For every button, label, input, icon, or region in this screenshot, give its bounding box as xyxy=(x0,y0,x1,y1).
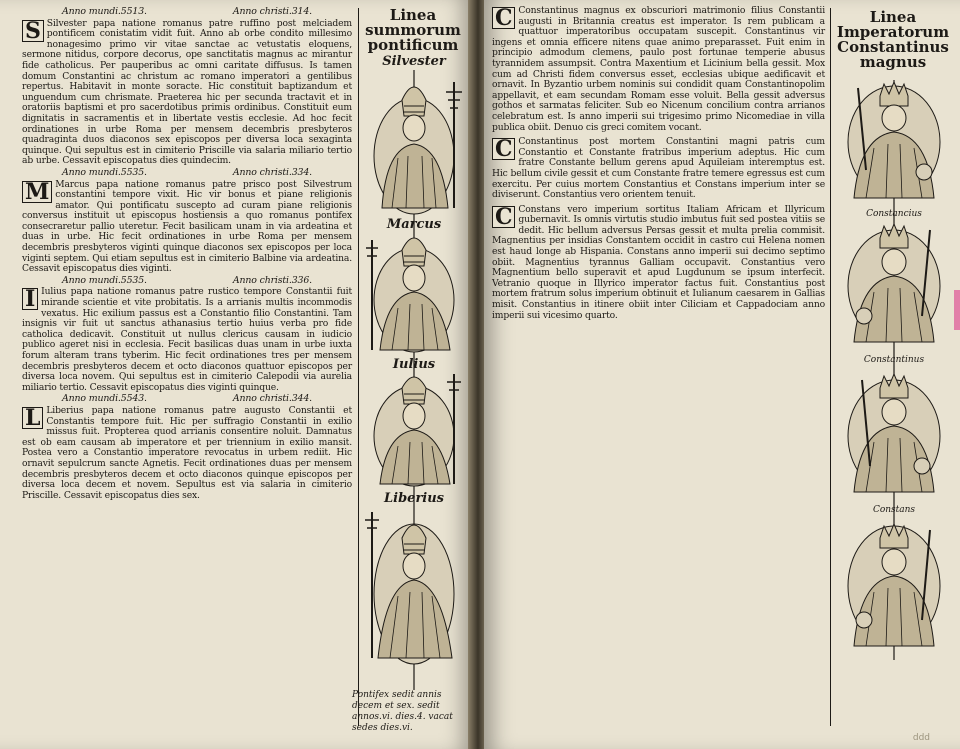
left-text-column xyxy=(22,6,352,501)
right-page xyxy=(484,0,960,749)
dropcap: C xyxy=(492,7,515,29)
emperor-portrait-constantius xyxy=(848,524,940,646)
entry-header: Anno mundi.5535. Anno christi.336. xyxy=(62,274,312,286)
emperor-portrait-constans xyxy=(848,374,940,492)
popes-line-title: Linea summorum pontificum xyxy=(365,6,461,54)
emperor-portrait-constantinus-magnus xyxy=(848,82,940,198)
column-rule xyxy=(358,8,359,726)
dropcap: C xyxy=(492,206,515,228)
pope-lineage-woodcuts xyxy=(362,70,466,690)
dropcap: M xyxy=(22,181,52,203)
emperor-portrait-constantinus xyxy=(848,224,940,342)
entry-liberius: L Liberius papa natione romanus patre augusto Constantii et Constantis tempore fuit. Hic per suffragio Constantii in exilio missus fuit. Propterea quod arrianis consentire noluit. Damnatus est ob eam causam ab imperatore et per triennium in exilio mansit. Postea vero a Constantio imperatore revocatus in urbem rediit. Hic ornavit sepulcrum sancte Agnetis. Fecit ordinationes duas per mensem decembris presbyteros decem et octo diaconos quinque episcopos per diversa loca decem et novem. Sepultus est via salaria in cimiterio Priscille. Cessavit episcopatus dies sex. xyxy=(22,404,352,501)
entry-constantinus-magnus: C Constantinus magnus ex obscuriori matrimonio filius Constantii augusti in Britannia creatus est imperator. Is rem publicam a quattuor imperatoribus occupatam suscepit. Constantinus vir ingens et omnia efficere nitens quae animo preparasset. Fuit enim in principio admodum clemens, paulo post fortunae temperie abusus tyrannidem assumpsit. Contra Maxentium et Licinium bella gessit. Mox cum ad Christi fidem conversus esset, ecclesias ubique aedificavit et ornavit. In Byzantio urbem nominis sui condidit quam Constantinopolim appellavit, et eam secundam Romam esse voluit. Bella gessit adversus gothos et sarmatas feliciter. Sub eo Nicenum concilium contra arrianos celebratum est. Is anno imperii sui trigesimo primo Nicomediae in villa publica obiit. Denuo cis greci comitem vocant. xyxy=(492,5,825,133)
dropcap: L xyxy=(22,407,43,429)
dropcap: C xyxy=(492,138,515,160)
emperors-line-title: Linea Imperatorum Constantinus magnus xyxy=(836,8,950,71)
pope-portrait-liberius xyxy=(365,512,454,664)
dropcap: I xyxy=(22,288,38,310)
entry-header: Anno mundi.5535. Anno christi.334. xyxy=(62,166,312,178)
emperor-caption: Constancius xyxy=(866,209,922,219)
entry-marcus: M Marcus papa natione romanus patre prisco post Silvestrum constantini tempore vixit. Hic vir bonus et piane religionis amator. Qui pontificatu suscepto ad curam piane religionis conversus instituit ut episcopus hostiensis a quo romanus pontifex consecraretur pallio uteretur. Fecit basilicam unam in via ardeatina et duas in urbe. Hic fecit ordinationes in urbe Roma per mensem decembris presbyteros viginti quinque diaconos sex episcopos per loca viginti septem. Qui etiam sepultus est in cimiterio Balbine via ardeatina. Cessavit episcopatus dies viginti. xyxy=(22,178,352,275)
emperor-caption: Constantinus xyxy=(863,355,925,365)
entry-iulius: I Iulius papa natione romanus patre rustico tempore Constantii fuit mirande scientie et vite probitatis. Is a arrianis multis incommodis vexatus. Hic exilium passus est a Constantio filio Constantini. Tam insignis vir fuit ut sanctus athanasius tertio huius verba pro fide catholica dedicavit. Constituit ut nullus clericus causam in iudicio publico ageret nisi in ecclesia. Fecit basilicas duas unam in urbe iuxta forum alteram trans tyberim. Hic fecit ordinationes tres per mensem decembris presbyteros decem et octo diaconos quattuor episcopos per diversa loca novem. Qui sepultus est in cimiterio Calepodii via aurelia miliario tertio. Cessavit episcopatus dies viginti quinque. xyxy=(22,286,352,393)
pink-bookmark-tab xyxy=(954,290,960,330)
pope-caption: Silvester xyxy=(382,54,446,69)
right-text-column xyxy=(492,6,825,321)
entry-header: Anno mundi.5543. Anno christi.344. xyxy=(62,393,312,405)
pencil-mark: ddd xyxy=(912,733,930,743)
pope-caption: Marcus xyxy=(386,217,442,232)
left-page xyxy=(0,0,472,749)
pope-caption: Iulius xyxy=(392,357,436,372)
pope-portrait-iulius xyxy=(374,374,461,486)
emperor-caption: Constans xyxy=(872,505,916,515)
entry-silvester: S Silvester papa natione romanus patre ruffino post melciadem pontificem conistatim vidit fuit. Anno ab orbe condito millesimo nonagesimo primo vir vitae sanctae ac vetustatis eloquens, sermone nitidus, corpore decorus, ope sanctitatis magnus ac mirantur fide catholicus. Per pauperibus ac omni caritate diffusus. Is tamen domum Constantini ac christum ac romano imperatori a gentilibus repertus. Habitavit in monte soracte. Hic constituit baptizandum et unguendum cum chrismate. Praeterea hic per secunda tractavit et in oratoriis baptismi et pro sacerdotibus primis ordinibus. Constituit eum dignitatis in sacramentis et in libertate vestis ecclesie. Ad hoc fecit ordinationes in urbe Roma per mensem decembris presbyteros quadraginta duos diaconos sex episcopos per diversa loca sexaginta quinque. Qui sepultus est in cimiterio Priscille via salaria miliario tertio ab urbe. Cessavit episcopatus dies quindecim. xyxy=(22,17,352,167)
dropcap: S xyxy=(22,20,44,42)
entry-constans: C Constans vero imperium sortitus Italiam Africam et Illyricum gubernavit. Is omnis virtutis studio imbutus fuit sed postea vitiis se dedit. Hic bellum adversus Persas gessit et multa prelia commisit. Magnentius per insidias Constantem occidit in castro cui Helena nomen est haud longe ab Hispania. Constans anno imperii sui decimo septimo obiit. Magnentius tyrannus Galliam occupavit. Constantius vero Magnentium bello superavit et apud Lugdunum se ipsum interfecit. Vetranio quoque in Illyrico imperator factus fuit. Constantius post mortem fratrum solus imperium obtinuit et Iulianum caesarem in Gallias misit. Constantius in itinere obiit inter Ciliciam et Cappadociam anno imperii sui vicesimo quarto. xyxy=(492,203,825,321)
pope-caption: Liberius xyxy=(384,491,444,506)
entry-header: Anno mundi.5513. Anno christi.314. xyxy=(62,6,312,17)
pope-portrait-silvester xyxy=(374,82,462,214)
pope-portrait-marcus xyxy=(366,238,454,352)
entry-constantinus-ii: C Constantinus post mortem Constantini magni patris cum Constantio et Constante fratribus imperium adeptus. Hic cum fratre Constante bellum gerens apud Aquileiam interemptus est. Hic bellum civile gessit et cum Constante fratre temere egressus est cum exercitu. Per cuius mortem Constantius et Constans imperium inter se diviserunt. Constantius vero orientem tenuit. xyxy=(492,136,825,201)
pope-footer-note: Pontifex sedit annis decem et sex. sedit annos.vi. dies.4. vacat sedes dies.vi. xyxy=(352,690,453,733)
column-rule xyxy=(830,8,831,726)
emperor-lineage-woodcuts xyxy=(834,80,954,660)
